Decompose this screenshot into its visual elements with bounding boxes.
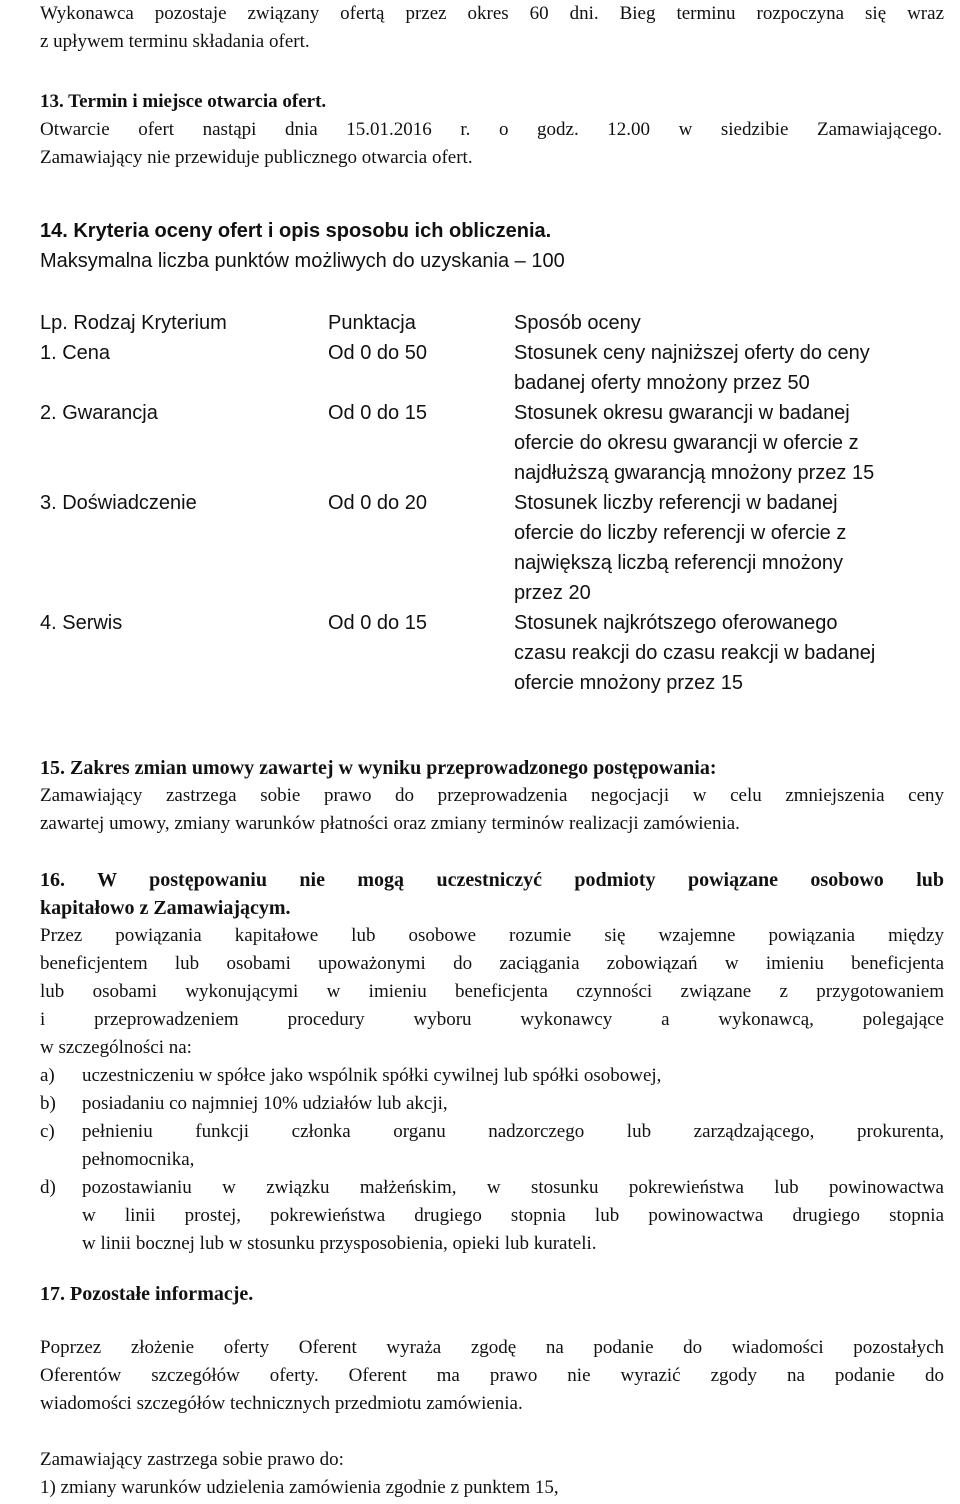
cell-line: Stosunek ceny najniższej oferty do ceny [514,342,870,364]
text-line: pełnomocnika, [82,1149,195,1170]
table-header-row [40,308,944,338]
text-line: pozostawianiu w związku małżeńskim, w stosunku pokrewieństwa lub powinowactwa [82,1177,944,1198]
section-heading: 14. Kryteria oceny ofert i opis sposobu ich obliczenia. [40,220,552,242]
list-text: uczestniczeniu w spółce jako wspólnik spółki cywilnej lub spółki osobowej, [82,1065,662,1086]
cell-line: Stosunek najkrótszego oferowanego [514,612,838,634]
text-line: i przeprowadzeniem procedury wyboru wykonawcy a wykonawcą, polegające [40,1009,944,1030]
list-item [40,1174,944,1258]
list-item [40,1062,944,1090]
cell-line: ofercie do okresu gwarancji w ofercie z [514,432,859,454]
cell-line: Stosunek liczby referencji w badanej [514,492,838,514]
method-cell [514,398,934,488]
list-text: posiadaniu co najmniej 10% udziałów lub akcji, [82,1093,448,1114]
list-marker: a) [40,1065,55,1086]
method-cell [514,608,934,698]
list-item [40,1118,944,1174]
cell-line: ofercie mnożony przez 15 [514,672,744,694]
text-line: w linii prostej, pokrewieństwa drugiego stopnia lub powinowactwa drugiego stopnia [82,1205,944,1226]
text-line: Poprzez złożenie oferty Oferent wyraża zgodę na podanie do wiadomości pozostałych [40,1337,944,1358]
text-line: Zamawiający nie przewiduje publicznego otwarcia ofert. [40,147,473,168]
section-heading-cont: kapitałowo z Zamawiającym. [40,897,291,919]
column-header: Lp. Rodzaj Kryterium [40,312,227,334]
cell-line: największą liczbą referencji mnożony [514,552,844,574]
method-cell [514,338,934,398]
section-subtitle: Maksymalna liczba punktów możliwych do uzyskania – 100 [40,250,565,272]
text-line: zawartej umowy, zmiany warunków płatności oraz zmiany terminów realizacji zamówienia. [40,813,740,834]
list-text [82,1174,944,1258]
text-line: wiadomości szczegółów technicznych przedmiotu zamówienia. [40,1393,523,1414]
column-header: Sposób oceny [514,312,641,334]
text-line: z upływem terminu składania ofert. [40,31,310,52]
criterion-cell: 1. Cena [40,342,111,364]
section-title: W postępowaniu nie mogą uczestniczyć podmioty powiązane osobowo lub [97,869,945,891]
list-marker: d) [40,1177,56,1198]
section-heading: 17. Pozostałe informacje. [40,1283,254,1305]
section-17-rights [40,1446,944,1502]
section-16 [40,866,944,1258]
criterion-cell: 4. Serwis [40,612,123,634]
text-line: Przez powiązania kapitałowe lub osobowe rozumie się wzajemne powiązania między [40,925,944,946]
list-marker: b) [40,1093,56,1114]
table-row [40,488,944,608]
text-line: Zamawiający zastrzega sobie prawo do przeprowadzenia negocjacji w celu zmniejszenia ceny [40,785,944,806]
cell-line: badanej oferty mnożony przez 50 [514,372,810,394]
cell-line: ofercie do liczby referencji w ofercie z [514,522,847,544]
section-17 [40,1280,944,1308]
section-13 [40,88,944,172]
section-15 [40,754,944,838]
points-cell: Od 0 do 15 [328,612,427,634]
text-line: pełnieniu funkcji członka organu nadzorczego lub zarządzającego, prokurenta, [82,1121,944,1142]
section-17-body [40,1334,944,1418]
section-title: Zakres zmian umowy zawartej w wyniku przeprowadzonego postępowania: [70,757,717,779]
section-number: 15. [40,757,65,779]
criterion-cell: 3. Doświadczenie [40,492,197,514]
text-line: Wykonawca pozostaje związany ofertą przez okres 60 dni. Bieg terminu rozpoczyna się wraz [40,3,944,24]
criterion-cell: 2. Gwarancja [40,402,158,424]
text-line: w linii bocznej lub w stosunku przysposobienia, opieki lub kurateli. [82,1233,597,1254]
text-line: Oferentów szczegółów oferty. Oferent ma prawo nie wyrazić zgody na podanie do [40,1365,944,1386]
cell-line: czasu reakcji do czasu reakcji w badanej [514,642,876,664]
table-row [40,398,944,488]
cell-line: najdłuższą gwarancją mnożony przez 15 [514,462,875,484]
list-text [82,1118,944,1174]
section-number: 16. [40,869,65,891]
points-cell: Od 0 do 15 [328,402,427,424]
cell-line: przez 20 [514,582,591,604]
column-header: Punktacja [328,312,416,334]
text-line: w szczególności na: [40,1037,192,1058]
section-heading [40,866,944,894]
text-line: Otwarcie ofert nastąpi dnia 15.01.2016 r. o godz. 12.00 w siedzibie Zamawiającego. [40,119,942,140]
list-item: 1) zmiany warunków udzielenia zamówienia zgodnie z punktem 15, [40,1477,559,1498]
text-line: Zamawiający zastrzega sobie prawo do: [40,1449,344,1470]
list-item [40,1090,944,1118]
list-marker: c) [40,1121,55,1142]
method-cell [514,488,934,608]
cell-line: Stosunek okresu gwarancji w badanej [514,402,850,424]
section-heading: 13. Termin i miejsce otwarcia ofert. [40,91,327,112]
text-line: lub osobami wykonującymi w imieniu beneficjenta czynności związane z przygotowaniem [40,981,944,1002]
section-heading [40,754,944,782]
points-cell: Od 0 do 50 [328,342,427,364]
criteria-table [40,308,944,698]
table-row [40,338,944,398]
table-row [40,608,944,698]
section-14 [40,216,944,276]
text-line: beneficjentem lub osobami upoważonymi do zaciągania zobowiązań w imieniu beneficjenta [40,953,944,974]
intro-paragraph [40,0,944,56]
points-cell: Od 0 do 20 [328,492,427,514]
